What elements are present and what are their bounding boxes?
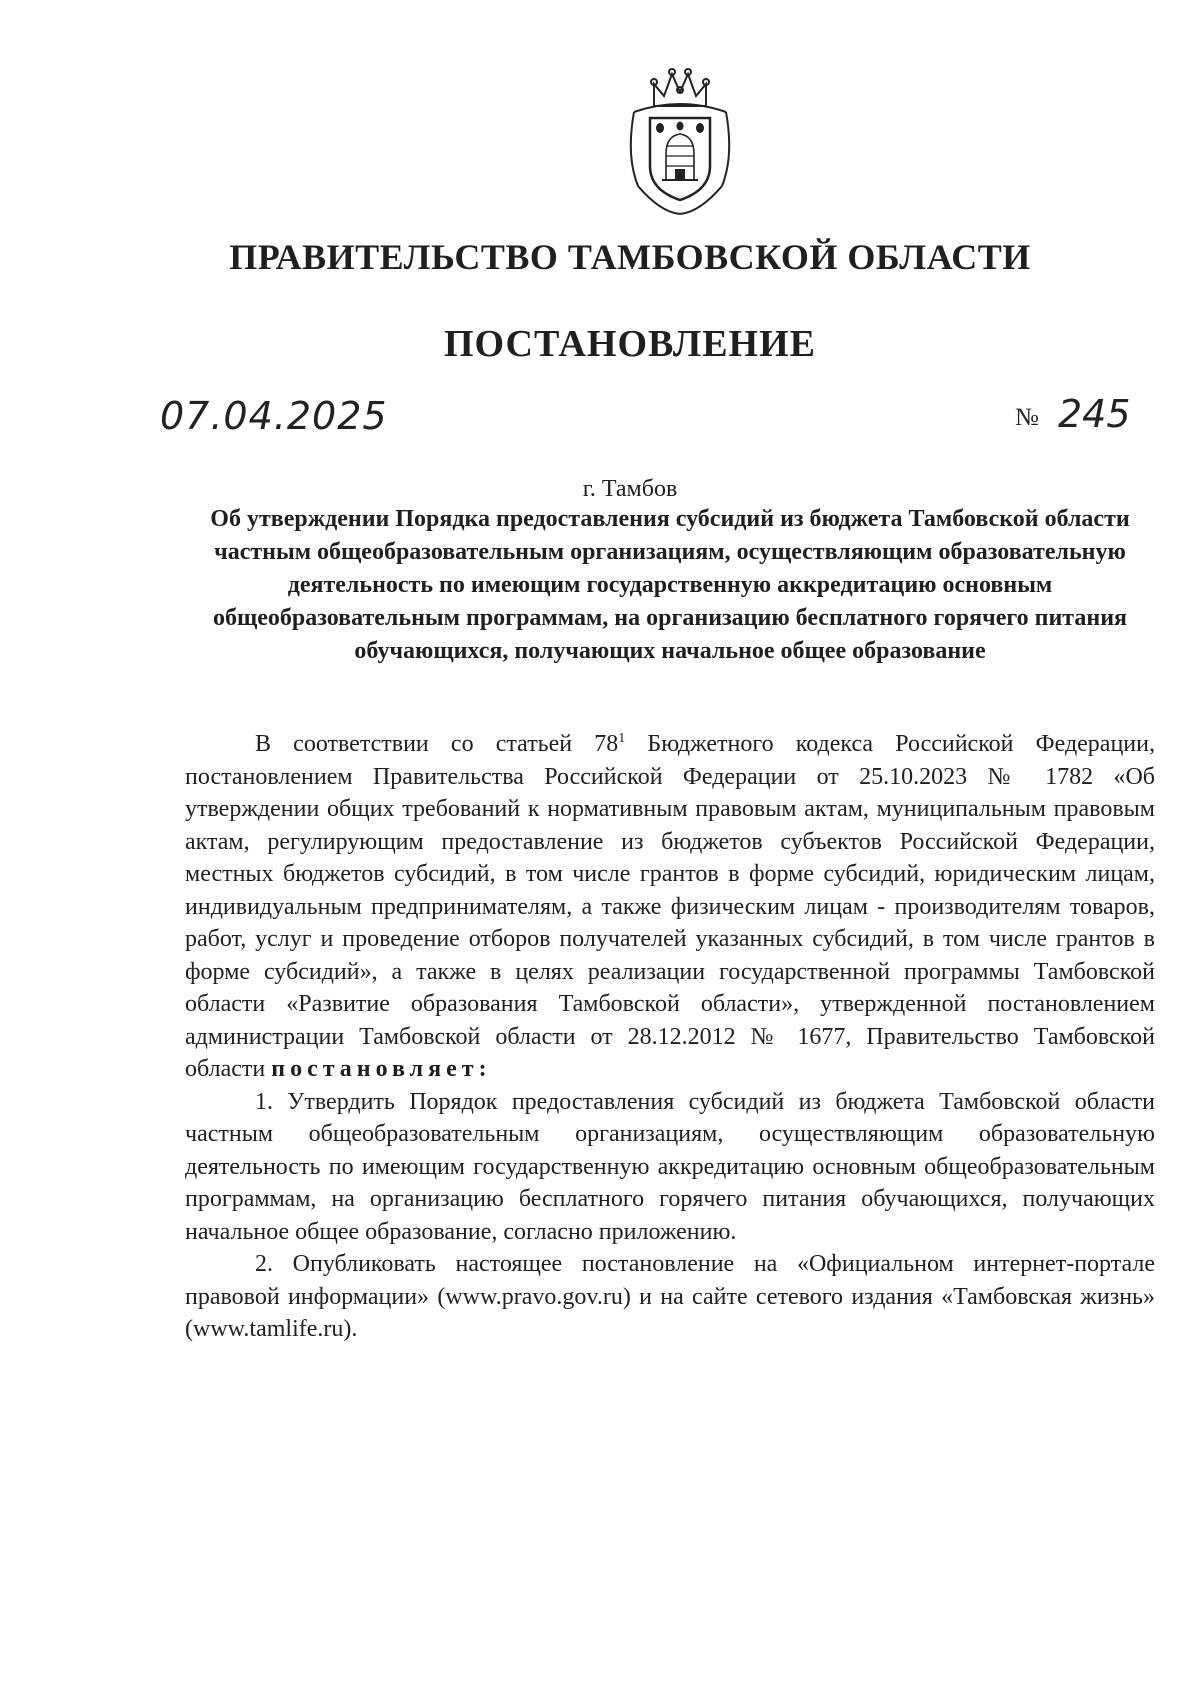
document-number: 245 <box>1058 392 1131 436</box>
government-title: ПРАВИТЕЛЬСТВО ТАМБОВСКОЙ ОБЛАСТИ <box>229 237 1031 277</box>
article-superscript: 1 <box>618 731 626 746</box>
document-type-heading: ПОСТАНОВЛЕНИЕ <box>443 323 817 365</box>
item-2-paragraph: 2. Опубликовать настоящее постановление на «Официальном интернет-портале правовой информации» (www.pravo.gov.ru) и на сайте сетевого издания «Тамбовская жизнь» (www.tamlife.ru). <box>185 1251 1155 1342</box>
item-1-paragraph: 1. Утвердить Порядок предоставления субсидий из бюджета Тамбовской области частным общеобразовательным организациям, осуществляющим образовательную деятельность по имеющим государственную аккредитацию основным общеобразовательным программам, на организацию бесплатного горячего питания обучающихся, получающих начальное общее образование, согласно приложению. <box>185 1088 1155 1245</box>
city-label: г. Тамбов <box>582 476 678 502</box>
document-date: 07.04.2025 <box>160 394 388 438</box>
preamble-paragraph <box>185 728 1155 1086</box>
decree-word: постановляет: <box>271 1056 492 1082</box>
preamble-text: Бюджетного кодекса Российской Федерации, постановлением Правительства Российской Федерации от 25.10.2023 № 1782 «Об утверждении общих требований к нормативным правовым актам, муниципальным правовым актам, регулирующим предоставление из бюджетов субъектов Российской Федерации, местных бюджетов субсидий, в том числе грантов в форме субсидий, юридическим лицам, индивидуальным предпринимателям, а также физическим лицам - производителям товаров, работ, услуг и проведение отборов получателей указанных субсидий, в том числе грантов в форме субсидий», а также в целях реализации государственной программы Тамбовской области «Развитие образования Тамбовской области», утвержденной постановлением администрации Тамбовской области от 28.12.2012 № 1677, Правительство Тамбовской области <box>185 731 1155 1082</box>
document-body <box>185 728 1155 1346</box>
document-subject: Об утверждении Порядка предоставления субсидий из бюджета Тамбовской области частным общеобразовательным организациям, осуществляющим образовательную деятельность по имеющим государственную аккредитацию основным общеобразовательным программам, на организацию бесплатного горячего питания обучающихся, получающих начальное общее образование <box>210 506 1130 664</box>
number-sign: № <box>1015 404 1039 431</box>
coat-of-arms-emblem <box>620 66 740 216</box>
preamble-text-start: В соответствии со статьей 78 <box>255 731 619 757</box>
